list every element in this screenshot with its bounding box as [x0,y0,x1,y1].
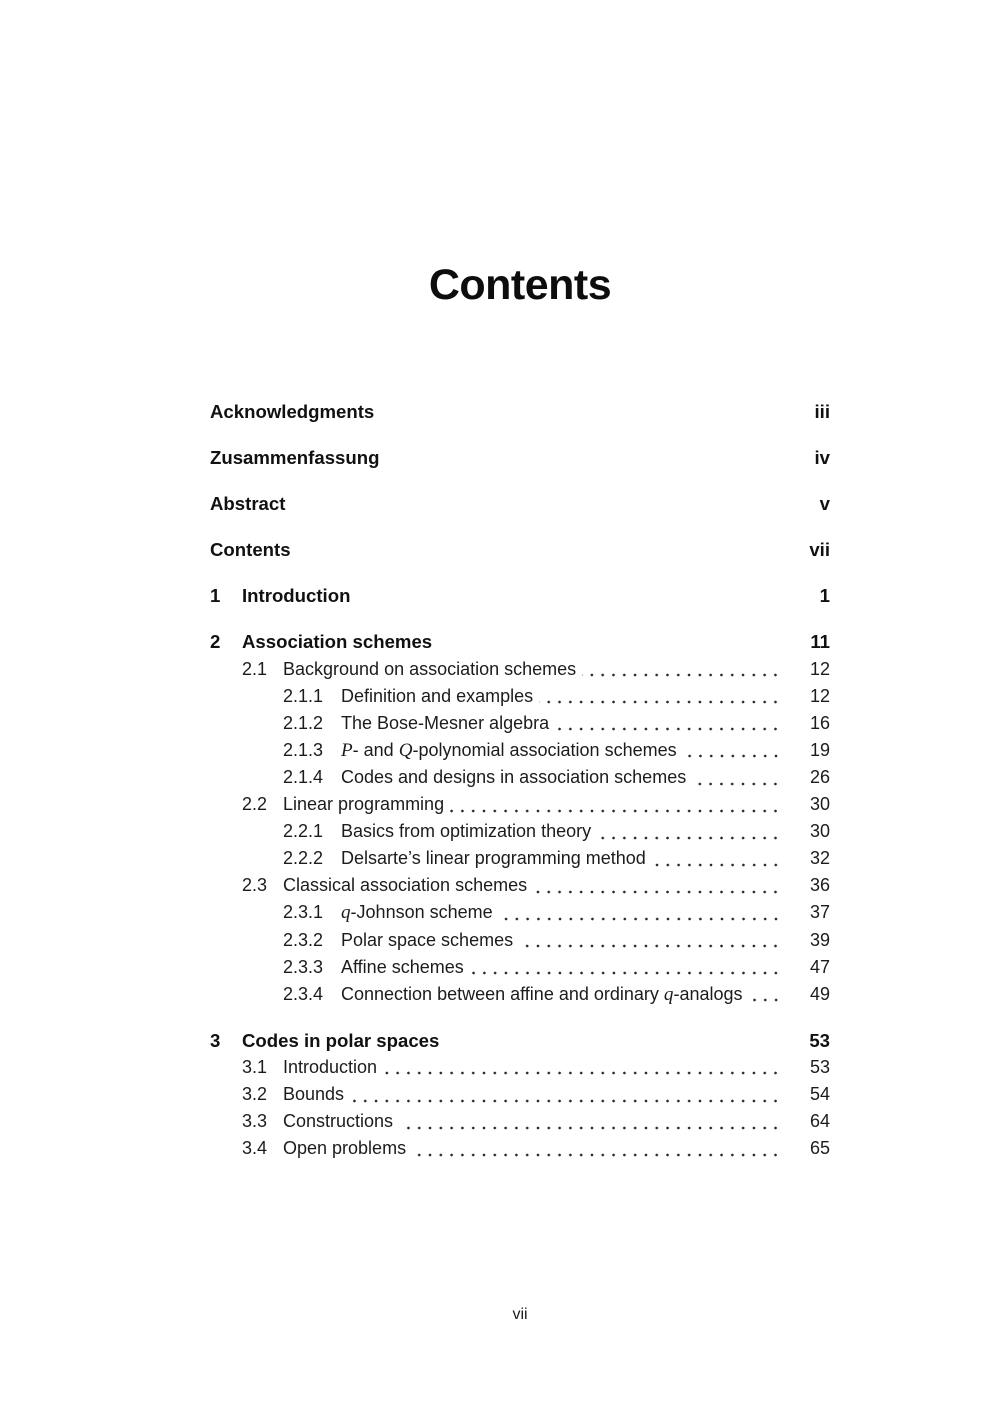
entry-title: Open problems [283,1138,407,1159]
entry-page: v [819,493,830,515]
entry-page: 54 [809,1083,830,1104]
dot-leader [470,954,781,981]
toc-entry-section[interactable] [210,791,830,818]
dot-leader [499,899,781,926]
dot-leader [683,737,781,764]
math-symbol: q [341,902,351,924]
toc-entry-subsection[interactable] [210,764,830,791]
entry-number: 3.1 [242,1056,268,1077]
entry-number: 3.3 [242,1111,268,1132]
entry-title: Codes and designs in association schemes [341,766,687,787]
entry-page: 11 [810,631,830,653]
entry-title: Zusammenfassung [210,447,380,469]
entry-title: The Bose-Mesner algebra [341,712,550,733]
math-symbol: q [663,983,674,1005]
dot-leader [385,444,781,471]
toc-entry-section[interactable] [210,656,830,683]
dot-leader [539,683,781,710]
dot-leader [582,656,781,683]
entry-number: 1 [210,585,221,607]
toc-entry-section[interactable] [210,1054,830,1081]
entry-title: Codes in polar spaces [242,1029,440,1051]
entry-title: Classical association schemes [283,875,528,896]
entry-number: 2.1.4 [283,766,324,787]
dot-leader [652,845,781,872]
entry-title: Connection between affine and ordinary q-analogs [341,983,743,1005]
entry-number: 2.1 [242,658,268,679]
entry-number: 2.2.2 [283,848,324,869]
dot-leader [692,764,781,791]
entry-page: 12 [809,658,830,679]
dot-leader [597,818,781,845]
entry-number: 2 [210,631,221,653]
toc-entry-chapter[interactable] [210,1027,830,1054]
dot-leader [533,872,781,899]
entry-number: 2.1.3 [283,739,324,760]
toc-entry-chapter[interactable] [210,628,830,655]
entry-page: 30 [809,821,830,842]
dot-leader [383,1054,781,1081]
entry-title: P- and Q-polynomial association schemes [341,739,677,761]
entry-page: iii [814,401,830,422]
entry-title: Linear programming [283,794,445,815]
entry-title: Background on association schemes [283,658,577,679]
entry-page: 19 [809,739,830,760]
dot-leader [399,1108,781,1135]
entry-page: 53 [809,1029,830,1051]
entry-page: 26 [809,766,830,787]
entry-title: Basics from optimization theory [341,821,592,842]
math-symbol: Q [398,739,413,761]
entry-title: Association schemes [242,631,433,653]
toc-entry-subsection[interactable] [210,927,830,954]
entry-page: 12 [809,685,830,706]
dot-leader [749,981,782,1008]
toc-entry-subsection[interactable] [210,981,830,1008]
entry-number: 2.3.1 [283,902,324,923]
dot-leader [445,1027,781,1054]
entry-title: Constructions [283,1111,394,1132]
dot-leader [519,927,781,954]
toc-entry-section[interactable] [210,1108,830,1135]
entry-page: iv [814,447,830,469]
toc-entry-chapter[interactable] [210,582,830,609]
entry-page: 37 [809,902,830,923]
dot-leader [412,1135,781,1162]
entry-page: 32 [809,848,830,869]
dot-leader [380,398,781,425]
entry-title: Polar space schemes [341,929,514,950]
footer-page-number: vii [512,1306,528,1323]
entry-number: 2.3.2 [283,929,324,950]
entry-number: 2.2 [242,794,268,815]
entry-page: 39 [809,929,830,950]
entry-title: Abstract [210,493,286,515]
entry-number: 3.4 [242,1138,268,1159]
entry-title: Introduction [242,585,351,607]
toc-entry-fm[interactable] [210,536,830,563]
entry-title: Bounds [283,1083,345,1104]
entry-number: 2.3 [242,875,268,896]
entry-page: 49 [809,983,830,1004]
entry-title: Acknowledgments [210,401,375,422]
entry-title: Introduction [283,1056,378,1077]
entry-title: Delsarte’s linear programming method [341,848,646,869]
toc-entry-subsection[interactable] [210,737,830,764]
entry-page: 36 [809,875,830,896]
entry-page: 64 [809,1111,830,1132]
entry-title: Affine schemes [341,956,464,977]
entry-title: q-Johnson scheme [341,902,493,924]
entry-page: 47 [809,956,830,977]
dot-leader [291,490,781,517]
page-title: Contents [428,261,612,309]
entry-number: 2.1.2 [283,712,324,733]
entry-number: 2.3.4 [283,983,324,1004]
entry-page: 1 [819,585,830,607]
dot-leader [356,582,781,609]
toc-list [210,398,830,1162]
entry-title: Contents [210,539,291,561]
toc-entry-section[interactable] [210,1081,830,1108]
toc-entry-subsection[interactable] [210,899,830,926]
entry-number: 2.1.1 [283,685,324,706]
entry-page: 30 [809,794,830,815]
dot-leader [350,1081,781,1108]
math-symbol: P [341,739,353,761]
dot-leader [555,710,781,737]
toc-entry-section[interactable] [210,872,830,899]
toc-entry-section[interactable] [210,1135,830,1162]
entry-title: Definition and examples [341,685,534,706]
entry-number: 2.2.1 [283,821,324,842]
dot-leader [438,628,781,655]
entry-page: 65 [809,1138,830,1159]
toc-entry-subsection[interactable] [210,683,830,710]
toc-entry-fm[interactable] [210,398,830,425]
entry-page: 53 [809,1056,830,1077]
entry-number: 3 [210,1029,221,1051]
toc-entry-subsection[interactable] [210,845,830,872]
entry-number: 2.3.3 [283,956,324,977]
toc-entry-subsection[interactable] [210,818,830,845]
toc-entry-fm[interactable] [210,490,830,517]
entry-page: vii [809,539,830,561]
toc-entry-fm[interactable] [210,444,830,471]
entry-number: 3.2 [242,1083,268,1104]
entry-page: 16 [809,712,830,733]
dot-leader [450,791,781,818]
toc-entry-subsection[interactable] [210,954,830,981]
dot-leader [297,536,781,563]
toc-entry-subsection[interactable] [210,710,830,737]
